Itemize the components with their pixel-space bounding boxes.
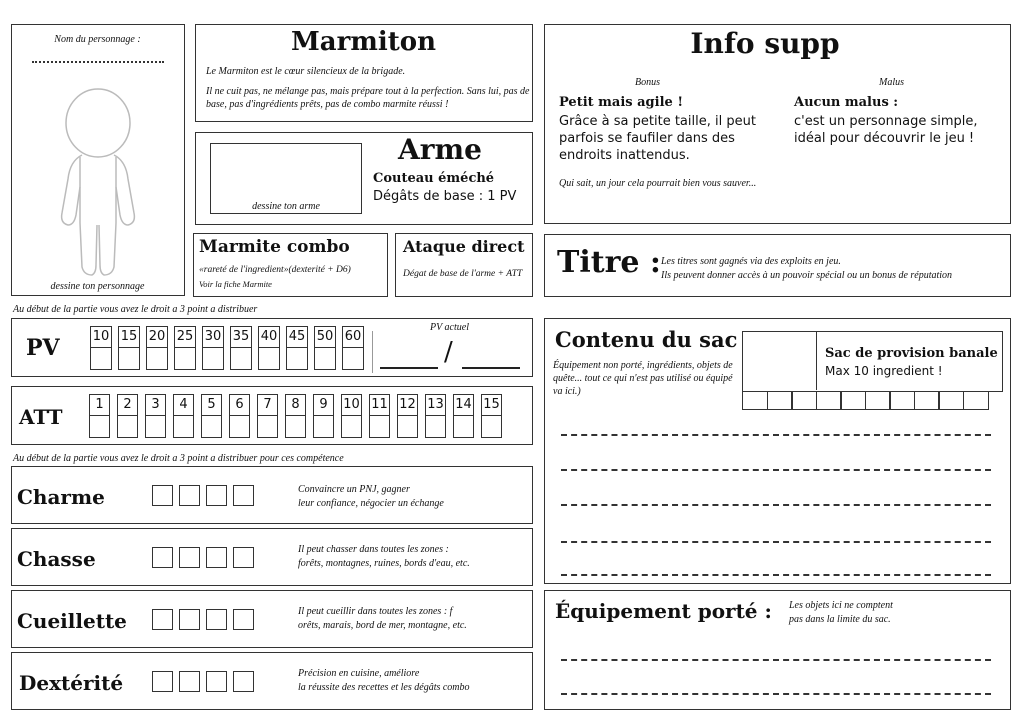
skill-row-chasse bbox=[11, 528, 533, 586]
att-cell-check[interactable] bbox=[202, 416, 221, 437]
combo-formula: «rareté de l'ingredient»(dexterité + D6) bbox=[199, 265, 351, 275]
att-grid bbox=[89, 394, 509, 438]
att-cell[interactable] bbox=[481, 394, 502, 438]
att-cell-value: 2 bbox=[118, 395, 137, 416]
att-cell[interactable] bbox=[313, 394, 334, 438]
att-cell[interactable] bbox=[201, 394, 222, 438]
skill-desc-line2: orêts, marais, bord de mer, montagne, etc. bbox=[298, 620, 467, 631]
provision-slot[interactable] bbox=[889, 391, 915, 410]
pv-cell-value: 25 bbox=[175, 327, 195, 348]
pv-cell[interactable] bbox=[342, 326, 364, 370]
att-cell[interactable] bbox=[369, 394, 390, 438]
att-cell[interactable] bbox=[173, 394, 194, 438]
provision-sack-divider bbox=[816, 332, 817, 390]
pv-current-field[interactable] bbox=[380, 367, 438, 369]
provision-sack-title: Sac de provision banale bbox=[825, 346, 998, 361]
pv-cell-value: 35 bbox=[231, 327, 251, 348]
att-cell-value: 8 bbox=[286, 395, 305, 416]
skill-desc-line1: Il peut cueillir dans toutes les zones : f bbox=[298, 606, 453, 617]
skill-desc-line1: Il peut chasser dans toutes les zones : bbox=[298, 544, 449, 555]
att-cell[interactable] bbox=[257, 394, 278, 438]
pv-cell-check[interactable] bbox=[231, 348, 251, 369]
att-cell-value: 4 bbox=[174, 395, 193, 416]
provision-slots bbox=[742, 391, 987, 410]
titre-panel bbox=[544, 234, 1011, 297]
skill-point-box[interactable] bbox=[179, 485, 200, 506]
skill-points bbox=[152, 609, 260, 630]
bag-line[interactable] bbox=[561, 541, 991, 543]
pv-cell-value: 40 bbox=[259, 327, 279, 348]
portrait-panel bbox=[11, 24, 185, 296]
skill-point-box[interactable] bbox=[152, 485, 173, 506]
weapon-drawing-caption: dessine ton arme bbox=[252, 201, 320, 212]
pv-cell[interactable] bbox=[286, 326, 308, 370]
class-title: Marmiton bbox=[291, 27, 436, 57]
skill-desc-line1: Convaincre un PNJ, gagner bbox=[298, 484, 410, 495]
provision-slot[interactable] bbox=[742, 391, 768, 410]
class-description-short: Le Marmiton est le cœur silencieux de la brigade. bbox=[206, 66, 406, 77]
class-panel bbox=[195, 24, 533, 122]
att-cell-value: 5 bbox=[202, 395, 221, 416]
skill-row-dexterite bbox=[11, 652, 533, 710]
att-cell-check[interactable] bbox=[146, 416, 165, 437]
bag-panel bbox=[544, 318, 1011, 584]
equipment-note-line1: Les objets ici ne comptent bbox=[789, 600, 893, 611]
equipment-line[interactable] bbox=[561, 659, 991, 661]
skills-note: Au début de la partie vous avez le droit a 3 point a distribuer pour ces compétence bbox=[13, 453, 344, 464]
skill-point-box[interactable] bbox=[233, 547, 254, 568]
pv-slash: / bbox=[444, 337, 453, 367]
bag-line[interactable] bbox=[561, 434, 991, 436]
att-cell[interactable] bbox=[229, 394, 250, 438]
class-description-long: Il ne cuit pas, ne mélange pas, mais prépare tout à la perfection. Sans lui, pas de base, pas d'ingrédients prêts, pas de combo marmite réussi ! bbox=[206, 86, 530, 110]
pv-cell[interactable] bbox=[258, 326, 280, 370]
att-cell-check[interactable] bbox=[286, 416, 305, 437]
pv-cell[interactable] bbox=[174, 326, 196, 370]
pv-cell-value: 60 bbox=[343, 327, 363, 348]
att-cell-value: 12 bbox=[398, 395, 417, 416]
portrait-caption: dessine ton personnage bbox=[50, 281, 145, 292]
att-cell-value: 11 bbox=[370, 395, 389, 416]
att-cell-check[interactable] bbox=[314, 416, 333, 437]
pv-cell-check[interactable] bbox=[287, 348, 307, 369]
att-cell-check[interactable] bbox=[118, 416, 137, 437]
skill-row-cueillette bbox=[11, 590, 533, 648]
equipment-panel bbox=[544, 590, 1011, 710]
pv-cell[interactable] bbox=[146, 326, 168, 370]
skill-name: Dextérité bbox=[19, 671, 124, 695]
provision-sack-max: Max 10 ingredient ! bbox=[825, 364, 943, 378]
att-cell[interactable] bbox=[453, 394, 474, 438]
bonus-note: Qui sait, un jour cela pourrait bien vous sauver... bbox=[559, 178, 757, 189]
provision-sack bbox=[742, 331, 1003, 392]
pv-grid bbox=[90, 326, 370, 370]
skill-point-box[interactable] bbox=[152, 547, 173, 568]
provision-slot[interactable] bbox=[914, 391, 940, 410]
att-panel bbox=[11, 386, 533, 445]
pv-cell-check[interactable] bbox=[119, 348, 139, 369]
skill-point-box[interactable] bbox=[206, 609, 227, 630]
att-cell-check[interactable] bbox=[370, 416, 389, 437]
skill-point-box[interactable] bbox=[233, 609, 254, 630]
direct-attack-title: Ataque direct bbox=[403, 237, 525, 256]
pv-actuel-label: PV actuel bbox=[430, 322, 469, 333]
bonus-title: Petit mais agile ! bbox=[559, 95, 684, 110]
pv-cell-check[interactable] bbox=[315, 348, 335, 369]
att-cell-check[interactable] bbox=[230, 416, 249, 437]
att-cell-value: 14 bbox=[454, 395, 473, 416]
equipment-note-line2: pas dans la limite du sac. bbox=[789, 614, 891, 625]
att-cell-check[interactable] bbox=[398, 416, 417, 437]
att-cell-check[interactable] bbox=[258, 416, 277, 437]
combo-panel bbox=[193, 233, 388, 297]
att-cell-check[interactable] bbox=[482, 416, 501, 437]
pv-panel bbox=[11, 318, 533, 377]
att-cell-check[interactable] bbox=[342, 416, 361, 437]
bag-line[interactable] bbox=[561, 504, 991, 506]
att-cell[interactable] bbox=[145, 394, 166, 438]
skill-name: Cueillette bbox=[17, 609, 127, 633]
skill-point-box[interactable] bbox=[206, 547, 227, 568]
combo-note: Voir la fiche Marmite bbox=[199, 279, 272, 289]
equipment-line[interactable] bbox=[561, 693, 991, 695]
att-cell-check[interactable] bbox=[454, 416, 473, 437]
att-cell-value: 10 bbox=[342, 395, 361, 416]
character-name-field[interactable] bbox=[32, 61, 164, 63]
titre-line2: Ils peuvent donner accès à un pouvoir spécial ou un bonus de réputation bbox=[661, 270, 953, 281]
pv-cell-value: 30 bbox=[203, 327, 223, 348]
pv-cell[interactable] bbox=[90, 326, 112, 370]
provision-slot[interactable] bbox=[865, 391, 891, 410]
skill-desc-line2: la réussite des recettes et les dégâts combo bbox=[298, 682, 470, 693]
provision-slot[interactable] bbox=[840, 391, 866, 410]
skill-points bbox=[152, 671, 260, 692]
direct-attack-panel bbox=[395, 233, 533, 297]
pv-label: PV bbox=[26, 335, 60, 361]
bag-title: Contenu du sac bbox=[555, 327, 738, 352]
character-silhouette-icon bbox=[50, 83, 146, 279]
skill-point-box[interactable] bbox=[206, 485, 227, 506]
pv-cell-check[interactable] bbox=[147, 348, 167, 369]
bag-description: Équipement non porté, ingrédients, objets de quête... tout ce qui n'est pas utilisé ou équipé va ici.) bbox=[553, 360, 733, 397]
att-cell-check[interactable] bbox=[174, 416, 193, 437]
titre-label: Titre : bbox=[557, 245, 661, 280]
pv-cell-value: 50 bbox=[315, 327, 335, 348]
att-cell[interactable] bbox=[397, 394, 418, 438]
pv-cell-check[interactable] bbox=[203, 348, 223, 369]
skill-point-box[interactable] bbox=[179, 671, 200, 692]
provision-slot[interactable] bbox=[963, 391, 989, 410]
bag-line[interactable] bbox=[561, 469, 991, 471]
bonus-label: Bonus bbox=[635, 77, 660, 88]
pv-cell-check[interactable] bbox=[91, 348, 111, 369]
skill-row-charme bbox=[11, 466, 533, 524]
att-cell-value: 15 bbox=[482, 395, 501, 416]
weapon-name: Couteau éméché bbox=[373, 171, 495, 186]
skill-point-box[interactable] bbox=[179, 609, 200, 630]
malus-text: c'est un personnage simple, idéal pour découvrir le jeu ! bbox=[794, 114, 978, 146]
skill-points bbox=[152, 485, 260, 506]
skill-point-box[interactable] bbox=[152, 671, 173, 692]
pv-cell-value: 20 bbox=[147, 327, 167, 348]
att-cell[interactable] bbox=[425, 394, 446, 438]
skill-desc-line2: forêts, montagnes, ruines, bords d'eau, etc. bbox=[298, 558, 470, 569]
provision-slot[interactable] bbox=[767, 391, 793, 410]
att-cell[interactable] bbox=[89, 394, 110, 438]
pv-max-field[interactable] bbox=[462, 367, 520, 369]
att-label: ATT bbox=[19, 405, 63, 429]
pv-cell-check[interactable] bbox=[259, 348, 279, 369]
att-cell[interactable] bbox=[285, 394, 306, 438]
weapon-damage: Dégâts de base : 1 PV bbox=[373, 189, 517, 204]
att-cell-value: 6 bbox=[230, 395, 249, 416]
att-cell-value: 3 bbox=[146, 395, 165, 416]
character-name-label: Nom du personnage : bbox=[54, 34, 141, 45]
provision-slot[interactable] bbox=[791, 391, 817, 410]
combo-title: Marmite combo bbox=[199, 237, 350, 257]
bag-line[interactable] bbox=[561, 574, 991, 576]
skill-name: Chasse bbox=[17, 547, 96, 571]
att-cell[interactable] bbox=[341, 394, 362, 438]
att-cell[interactable] bbox=[117, 394, 138, 438]
pv-cell[interactable] bbox=[230, 326, 252, 370]
skill-desc-line2: leur confiance, négocier un échange bbox=[298, 498, 444, 509]
skill-point-box[interactable] bbox=[206, 671, 227, 692]
pv-cell-check[interactable] bbox=[343, 348, 363, 369]
pv-cell-value: 15 bbox=[119, 327, 139, 348]
att-cell-value: 9 bbox=[314, 395, 333, 416]
pv-cell-value: 45 bbox=[287, 327, 307, 348]
att-cell-value: 1 bbox=[90, 395, 109, 416]
pv-cell-value: 10 bbox=[91, 327, 111, 348]
att-cell-value: 13 bbox=[426, 395, 445, 416]
skill-point-box[interactable] bbox=[233, 485, 254, 506]
pv-cell[interactable] bbox=[202, 326, 224, 370]
skill-desc-line1: Précision en cuisine, améliore bbox=[298, 668, 420, 679]
skill-point-box[interactable] bbox=[233, 671, 254, 692]
info-title: Info supp bbox=[690, 27, 840, 60]
att-cell-check[interactable] bbox=[426, 416, 445, 437]
skill-name: Charme bbox=[17, 485, 105, 509]
skill-points bbox=[152, 547, 260, 568]
malus-label: Malus bbox=[879, 77, 904, 88]
pv-separator bbox=[372, 331, 373, 373]
weapon-panel bbox=[195, 132, 533, 225]
skill-point-box[interactable] bbox=[179, 547, 200, 568]
att-cell-value: 7 bbox=[258, 395, 277, 416]
titre-line1: Les titres sont gagnés via des exploits en jeu. bbox=[661, 256, 841, 267]
bonus-text: Grâce à sa petite taille, il peut parfois se faufiler dans des endroits inattendus. bbox=[559, 114, 756, 163]
stats-note: Au début de la partie vous avez le droit a 3 point a distribuer bbox=[13, 304, 258, 315]
direct-attack-desc: Dégat de base de l'arme + ATT bbox=[403, 269, 523, 279]
pv-cell-check[interactable] bbox=[175, 348, 195, 369]
provision-slot[interactable] bbox=[816, 391, 842, 410]
info-panel bbox=[544, 24, 1011, 224]
skill-point-box[interactable] bbox=[152, 609, 173, 630]
pv-cell[interactable] bbox=[118, 326, 140, 370]
pv-cell[interactable] bbox=[314, 326, 336, 370]
provision-slot[interactable] bbox=[938, 391, 964, 410]
malus-title: Aucun malus : bbox=[794, 95, 899, 110]
att-cell-check[interactable] bbox=[90, 416, 109, 437]
equipment-title: Équipement porté : bbox=[555, 599, 772, 623]
weapon-title: Arme bbox=[398, 133, 482, 166]
